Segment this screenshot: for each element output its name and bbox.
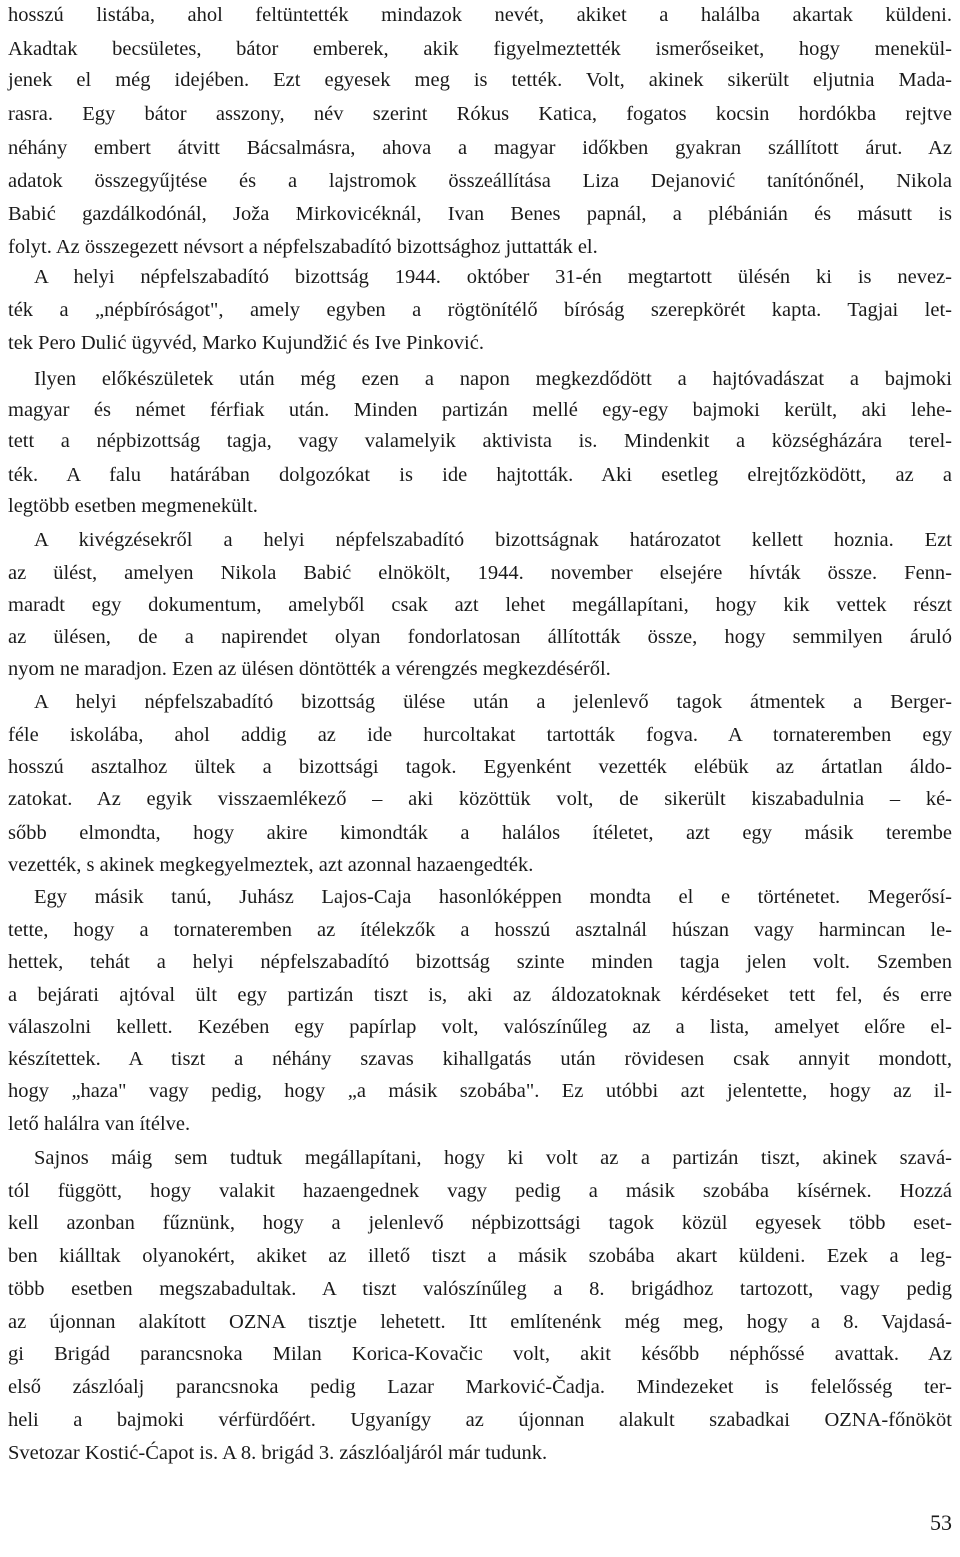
text-line: Ilyen előkészületek után még ezen a napon megkezdődött a hajtóvadászat a bajmoki: [34, 368, 952, 390]
text-line: tól függött, hogy valakit hazaengednek vagy pedig a másik szobába kísérnek. Hozzá: [8, 1180, 952, 1202]
text-line: Babić gazdálkodónál, Joža Mirkovicéknál, Ivan Benes papnál, a plébánián és másutt is: [8, 203, 952, 225]
text-line: A helyi népfelszabadító bizottság ülése után a jelenlevő tagok átmentek a Berger-: [34, 691, 952, 713]
text-line: hettek, tehát a helyi népfelszabadító bizottság szinte minden tagja jelen volt. Szemben: [8, 951, 952, 973]
text-line: a bejárati ajtóval ült egy partizán tiszt is, aki az áldozatoknak kérdéseket tett fel, és erre: [8, 984, 952, 1006]
text-line: kell azonban fűznünk, hogy a jelenlevő népbizottsági tagok közül egyesek több eset-: [8, 1212, 952, 1234]
text-line: A kivégzésekről a helyi népfelszabadító bizottságnak határozatot kellett hoznia. Ezt: [34, 529, 952, 551]
text-line: lető halálra van ítélve.: [8, 1113, 191, 1135]
text-line: Egy másik tanú, Juhász Lajos-Caja hasonlóképpen mondta el e történetet. Megerősí-: [34, 886, 952, 908]
text-line: vezették, s akinek megkegyelmeztek, azt azonnal hazaengedték.: [8, 854, 534, 876]
text-line: hogy „haza" vagy pedig, hogy „a másik szobába". Ez utóbbi azt jelentette, hogy az il-: [8, 1080, 952, 1102]
text-line: tett a népbizottság tagja, vagy valamelyik aktivista is. Mindenkit a községházára terel-: [8, 430, 952, 452]
text-line: tek Pero Dulić ügyvéd, Marko Kujundžić és Ive Pinković.: [8, 332, 484, 354]
text-line: az ülésen, de a napirendet olyan fondorlatosan állították össze, hogy semmilyen áruló: [8, 626, 952, 648]
page-number: 53: [930, 1510, 952, 1535]
text-line: válaszolni kellett. Kezében egy papírlap volt, valószínűleg az a lista, amelyet előre el-: [8, 1016, 952, 1038]
text-line: az ülést, amelyen Nikola Babić elnökölt, 1944. november elsejére hívták össze. Fenn-: [8, 562, 952, 584]
text-line: folyt. Az összegezett névsort a népfelszabadító bizottsághoz juttatták el.: [8, 236, 598, 258]
text-line: jenek el még idejében. Ezt egyesek meg is tették. Volt, akinek sikerült eljutnia Mada-: [8, 69, 952, 91]
text-line: ték a „népbíróságot", amely egyben a rögtönítélő bíróság szerepkörét kapta. Tagjai let-: [8, 299, 952, 321]
text-line: adatok összegyűjtése és a lajstromok összeállítása Liza Dejanović tanítónőnél, Nikola: [8, 170, 952, 192]
text-line: sőbb elmondta, hogy akire kimondták a halálos ítéletet, azt egy másik terembe: [8, 822, 952, 844]
text-line: nyom ne maradjon. Ezen az ülésen döntötték a vérengzés megkezdéséről.: [8, 658, 611, 680]
text-line: féle iskolába, ahol addig az ide hurcoltakat tartották fogva. A tornateremben egy: [8, 724, 952, 746]
text-line: legtöbb esetben megmenekült.: [8, 495, 258, 517]
text-line: magyar és német férfiak után. Minden partizán mellé egy-egy bajmoki került, aki lehe-: [8, 399, 952, 421]
text-line: az újonnan alakított OZNA tisztje lehetett. Itt említenénk még meg, hogy a 8. Vajdasá-: [8, 1311, 952, 1333]
text-line: több esetben megszabadultak. A tiszt valószínűleg a 8. brigádhoz tartozott, vagy pedig: [8, 1278, 952, 1300]
text-line: heli a bajmoki vérfürdőért. Ugyanígy az újonnan alakult szabadkai OZNA-főnököt: [8, 1409, 952, 1431]
text-line: hosszú asztalhoz ültek a bizottsági tagok. Egyenként vezették elébük az ártatlan áldo-: [8, 756, 952, 778]
text-line: gi Brigád parancsnoka Milan Korica-Kovačic volt, akit később néphőssé avattak. Az: [8, 1343, 952, 1365]
text-line: Svetozar Kostić-Ćapot is. A 8. brigád 3. zászlóaljáról már tudunk.: [8, 1442, 548, 1464]
text-line: első zászlóalj parancsnoka pedig Lazar Marković-Čadja. Mindezeket is felelősség ter-: [8, 1376, 952, 1398]
text-line: készítettek. A tiszt a néhány szavas kihallgatás után rövidesen csak annyit mondott,: [8, 1048, 952, 1070]
text-line: maradt egy dokumentum, amelyből csak azt lehet megállapítani, hogy kik vettek részt: [8, 594, 952, 616]
text-line: rasra. Egy bátor asszony, név szerint Rókus Katica, fogatos kocsin hordókba rejtve: [8, 103, 952, 125]
text-line: ték. A falu határában dolgozókat is ide hajtották. Aki esetleg elrejtőzködött, az a: [8, 464, 952, 486]
text-line: zatokat. Az egyik visszaemlékező – aki közöttük volt, de sikerült kiszabadulnia – ké-: [8, 788, 952, 810]
text-line: néhány embert átvitt Bácsalmásra, ahova a magyar időkben gyakran szállított árut. Az: [8, 137, 952, 159]
text-line: hosszú listába, ahol feltüntették mindazok nevét, akiket a halálba akartak küldeni.: [8, 4, 952, 26]
text-line: A helyi népfelszabadító bizottság 1944. október 31-én megtartott ülésén ki is nevez-: [34, 266, 952, 288]
text-line: tette, hogy a tornateremben az ítélekzők a hosszú asztalnál húszan vagy harmincan le-: [8, 919, 952, 941]
text-line: Sajnos máig sem tudtuk megállapítani, hogy ki volt az a partizán tiszt, akinek szavá-: [34, 1147, 952, 1169]
text-line: ben kiálltak olyanokért, akiket az illető tiszt a másik szobába akart küldeni. Ezek a leg-: [8, 1245, 952, 1267]
text-line: Akadtak becsületes, bátor emberek, akik figyelmeztették ismerőseiket, hogy menekül-: [8, 38, 952, 60]
